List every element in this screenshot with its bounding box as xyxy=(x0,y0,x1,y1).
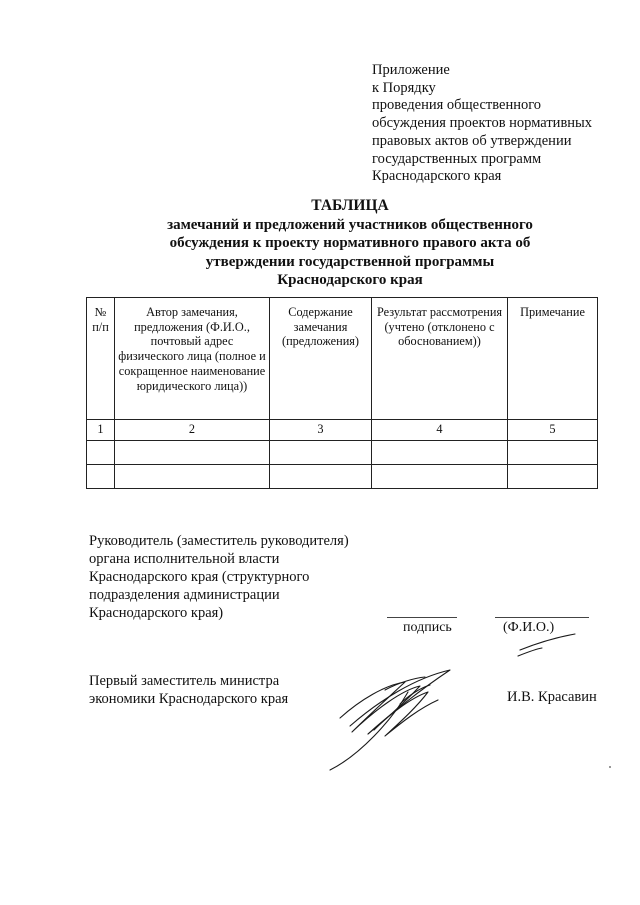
title-line: утверждении государственной программы xyxy=(205,253,495,270)
appendix-line: правовых актов об утверждении xyxy=(372,132,572,149)
name-caption: (Ф.И.О.) xyxy=(503,620,555,635)
appendix-line: проведения общественного xyxy=(372,97,542,114)
signer-block-head xyxy=(89,532,389,622)
header-cell-note: Примечание xyxy=(508,298,598,420)
signer-line: подразделения администрации xyxy=(89,587,280,603)
number-cell: 1 xyxy=(87,420,115,441)
handwritten-signature xyxy=(290,630,580,775)
empty-cell xyxy=(115,440,270,464)
empty-cell xyxy=(508,464,598,488)
signature-caption: подпись xyxy=(403,620,452,635)
title-line: обсуждения к проекту нормативного правого акта об xyxy=(169,235,531,251)
signer-line: органа исполнительной власти xyxy=(89,551,280,567)
table-empty-row xyxy=(87,464,598,488)
number-cell: 4 xyxy=(372,420,508,441)
signer-line: Краснодарского края) xyxy=(89,605,224,621)
appendix-line: Краснодарского края xyxy=(372,168,502,185)
scan-speck xyxy=(609,766,611,768)
appendix-line: Приложение xyxy=(372,62,450,78)
name-line xyxy=(495,617,589,618)
number-cell: 5 xyxy=(508,420,598,441)
empty-cell xyxy=(372,440,508,464)
header-cell-content: Содержание замечания (предложения) xyxy=(270,298,372,420)
signer-line: Первый заместитель министра xyxy=(89,673,280,689)
appendix-note xyxy=(372,62,632,186)
comments-table xyxy=(86,297,598,489)
number-cell: 3 xyxy=(270,420,372,441)
table-number-row xyxy=(87,420,598,441)
empty-cell xyxy=(115,464,270,488)
table-empty-row xyxy=(87,440,598,464)
empty-cell xyxy=(372,464,508,488)
empty-cell xyxy=(508,440,598,464)
signer-line: Руководитель (заместитель руководителя) xyxy=(89,533,349,549)
appendix-line: государственных программ xyxy=(372,150,542,167)
appendix-line: обсуждения проектов нормативных xyxy=(372,115,593,132)
empty-cell xyxy=(87,464,115,488)
signer-name: И.В. Красавин xyxy=(507,689,597,705)
empty-cell xyxy=(87,440,115,464)
title-line: Краснодарского края xyxy=(277,272,423,288)
header-cell-result: Результат рассмотрения (учтено (отклонено с обоснованием)) xyxy=(372,298,508,420)
number-cell: 2 xyxy=(115,420,270,441)
header-cell-author: Автор замечания, предложения (Ф.И.О., почтовый адрес физического лица (полное и сокращенное наименование юридического лица)) xyxy=(115,298,270,420)
document-title xyxy=(90,197,610,290)
header-cell-number: № п/п xyxy=(87,298,115,420)
title-main: ТАБЛИЦА xyxy=(311,197,389,214)
appendix-line: к Порядку xyxy=(372,79,436,96)
empty-cell xyxy=(270,440,372,464)
title-line: замечаний и предложений участников общественного xyxy=(167,216,533,233)
signer-line: экономики Краснодарского края xyxy=(89,691,289,707)
table-header-row xyxy=(87,298,598,420)
signature-line xyxy=(387,617,457,618)
signer-line: Краснодарского края (структурного xyxy=(89,569,310,585)
empty-cell xyxy=(270,464,372,488)
